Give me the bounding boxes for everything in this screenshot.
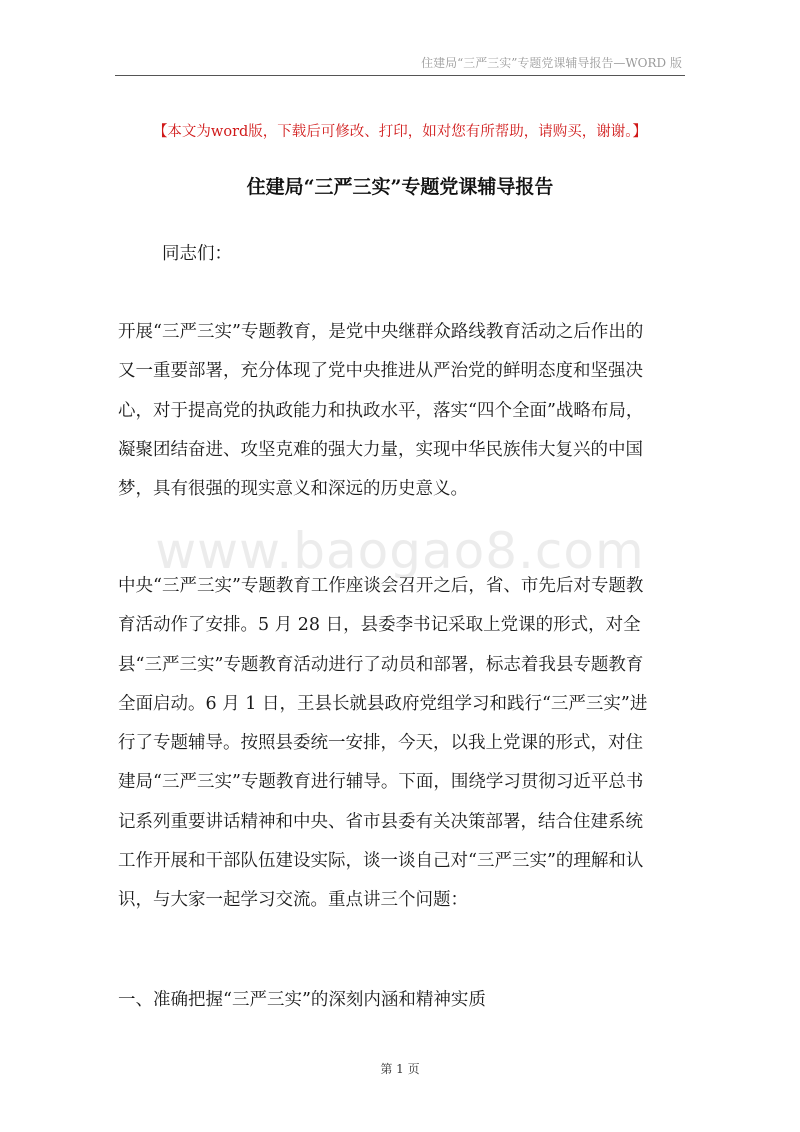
paragraph-line: 心，对于提高党的执政能力和执政水平，落实“四个全面”战略布局， (118, 400, 644, 421)
paragraph-line: 凝聚团结奋进、攻坚克难的强大力量，实现中华民族伟大复兴的中国 (118, 439, 643, 460)
header-divider (115, 75, 685, 76)
paragraph-line: 县“三严三实”专题教育活动进行了动员和部署，标志着我县专题教育 (118, 654, 644, 675)
paragraph-line: 记系列重要讲话精神和中央、省市县委有关决策部署，结合住建系统 (118, 811, 643, 832)
greeting: 同志们： (162, 244, 232, 264)
watermark-text: www.baogao8.com (155, 522, 645, 580)
paragraph-line: 开展“三严三实”专题教育，是党中央继群众路线教育活动之后作出的 (118, 322, 644, 342)
paragraph-line: 行了专题辅导。按照县委统一安排，今天，以我上党课的形式，对住 (118, 733, 643, 754)
section-heading: 一、准确把握“三严三实”的深刻内涵和精神实质 (118, 990, 486, 1010)
purchase-notice: 【本文为word版，下载后可修改、打印，如对您有所帮助，请购买，谢谢。】 (152, 124, 648, 140)
paragraph-1 (118, 313, 684, 509)
paragraph-line: 全面启动。6 月 1 日，王县长就县政府党组学习和践行“三严三实”进 (118, 693, 648, 714)
paragraph-line: 建局“三严三实”专题教育进行辅导。下面，围绕学习贯彻习近平总书 (118, 772, 644, 793)
running-header: 住建局“三严三实”专题党课辅导报告—WORD 版 (421, 56, 682, 70)
paragraph-line: 识，与大家一起学习交流。重点讲三个问题： (118, 890, 468, 911)
paragraph-line: 育活动作了安排。5 月 28 日，县委李书记采取上党课的形式，对全 (118, 615, 641, 636)
page-number: 第 1 页 (380, 1062, 420, 1076)
paragraph-line: 工作开展和干部队伍建设实际，谈一谈自己对“三严三实”的理解和认 (118, 851, 644, 872)
paragraph-2 (118, 567, 684, 921)
paragraph-line: 又一重要部署，充分体现了党中央推进从严治党的鲜明态度和坚强决 (118, 361, 643, 382)
paragraph-line: 中央“三严三实”专题教育工作座谈会召开之后，省、市先后对专题教 (118, 576, 644, 596)
document-title: 住建局“三严三实”专题党课辅导报告 (246, 176, 554, 198)
paragraph-line: 梦，具有很强的现实意义和深远的历史意义。 (118, 479, 468, 500)
